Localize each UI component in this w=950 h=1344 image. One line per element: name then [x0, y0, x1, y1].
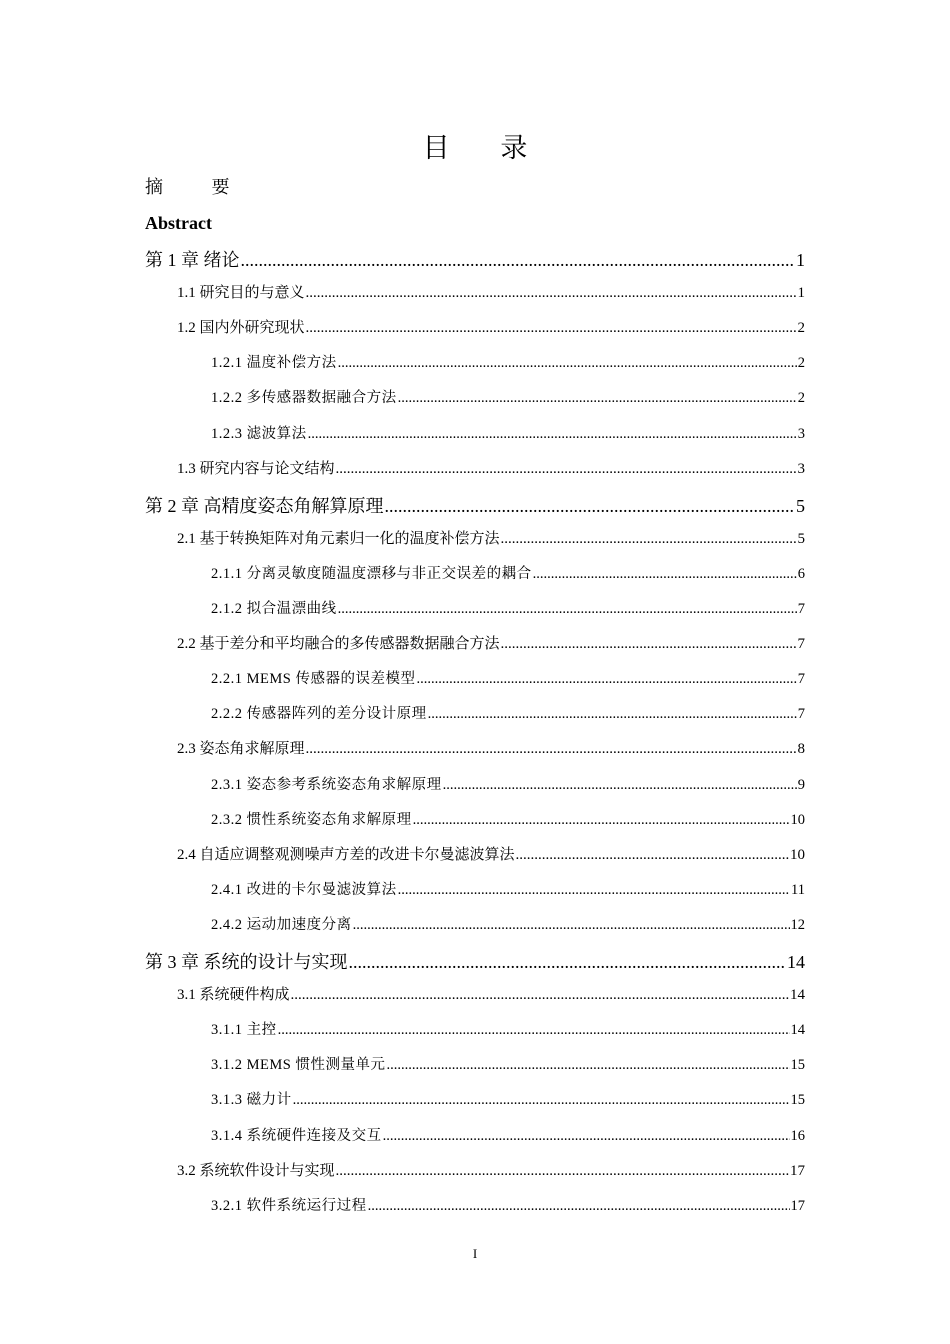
toc-entry-label: 第 2 章 高精度姿态角解算原理	[145, 495, 384, 516]
dot-leader	[306, 741, 797, 758]
toc-entry-page-number: 1	[796, 250, 805, 270]
dot-leader	[368, 1198, 790, 1215]
toc-entry-page-number: 14	[790, 1022, 805, 1039]
toc-entry[interactable]	[211, 597, 805, 621]
toc-entry-page-number: 1	[797, 285, 805, 302]
dot-leader	[306, 285, 797, 302]
toc-entry-label: 3.1.3 磁力计	[211, 1092, 292, 1109]
toc-entry[interactable]	[211, 1053, 805, 1077]
dot-leader	[533, 566, 797, 583]
toc-entry-page-number: 16	[790, 1127, 805, 1144]
toc-entry-page-number: 17	[790, 1197, 805, 1214]
toc-entry[interactable]	[211, 808, 805, 832]
toc-entry-page-number: 17	[790, 1162, 805, 1179]
toc-entry-page-number: 10	[790, 811, 805, 828]
dot-leader	[338, 601, 797, 618]
toc-entry-label: 3.2.1 软件系统运行过程	[211, 1197, 367, 1214]
page-number: I	[472, 1246, 478, 1261]
toc-entry[interactable]	[211, 702, 805, 726]
toc-entry[interactable]	[211, 1088, 805, 1112]
dot-leader	[349, 952, 787, 973]
toc-entry-page-number: 6	[797, 565, 805, 582]
dot-leader	[398, 390, 797, 407]
dot-leader	[241, 250, 796, 271]
toc-entry-page-number: 2	[797, 355, 805, 372]
toc-entry-page-number: 7	[797, 706, 805, 723]
toc-entry-page-number: 3	[797, 460, 805, 477]
toc-entry-label: 3.1 系统硬件构成	[177, 987, 290, 1004]
toc-entry-page-number: 15	[790, 1092, 805, 1109]
toc-entry-label: 2.3.2 惯性系统姿态角求解原理	[211, 811, 412, 828]
toc-entry-abstract-english[interactable]: Abstract	[145, 213, 212, 233]
toc-entry[interactable]	[177, 983, 805, 1007]
toc-entry[interactable]	[211, 913, 805, 937]
toc-entry-page-number: 12	[790, 916, 805, 933]
toc-entry[interactable]	[211, 386, 805, 410]
dot-leader	[501, 531, 797, 548]
toc-entry-label: 1.3 研究内容与论文结构	[177, 460, 335, 477]
toc-entry-label: 1.2.2 多传感器数据融合方法	[211, 390, 397, 407]
toc-entry[interactable]	[177, 632, 805, 656]
dot-leader	[291, 987, 789, 1004]
toc-entry-abstract-chinese[interactable]: 摘 要	[145, 177, 252, 197]
toc-entry-label: 1.2 国内外研究现状	[177, 320, 305, 337]
toc-entry-label: 2.4 自适应调整观测噪声方差的改进卡尔曼滤波算法	[177, 846, 515, 863]
toc-entry-label: 1.1 研究目的与意义	[177, 285, 305, 302]
toc-entry-label: 2.2.1 MEMS 传感器的误差模型	[211, 671, 416, 688]
toc-entry-page-number: 8	[797, 741, 805, 758]
dot-leader	[385, 496, 796, 517]
toc-entry-label: 第 3 章 系统的设计与实现	[145, 952, 348, 972]
toc-entry-label: 第 1 章 绪论	[145, 250, 240, 270]
dot-leader	[306, 320, 797, 337]
dot-leader	[501, 636, 797, 653]
toc-entry[interactable]	[177, 316, 805, 340]
dot-leader	[336, 1163, 789, 1180]
toc-entry-label: 2.1.1 分离灵敏度随温度漂移与非正交误差的耦合	[211, 565, 532, 582]
toc-entry-label: 2.2.2 传感器阵列的差分设计原理	[211, 706, 427, 723]
toc-entry-page-number: 7	[797, 601, 805, 617]
toc-entry[interactable]	[177, 457, 805, 481]
toc-entry-label: 3.1.4 系统硬件连接及交互	[211, 1127, 382, 1144]
toc-entry[interactable]	[211, 422, 805, 446]
toc-entry-label: 2.4.2 运动加速度分离	[211, 916, 352, 933]
toc-title: 目 录	[422, 133, 550, 163]
dot-leader	[278, 1022, 790, 1039]
toc-entry[interactable]	[145, 246, 805, 270]
toc-entry-label: 2.3.1 姿态参考系统姿态角求解原理	[211, 776, 442, 793]
toc-entry-page-number: 7	[797, 636, 805, 653]
toc-entry-label: 3.1.1 主控	[211, 1022, 277, 1039]
toc-entry-page-number: 5	[796, 495, 805, 516]
toc-entry[interactable]	[145, 492, 805, 516]
toc-entry-label: 2.2 基于差分和平均融合的多传感器数据融合方法	[177, 636, 500, 653]
toc-entry[interactable]	[177, 737, 805, 761]
toc-entry-page-number: 9	[797, 776, 805, 793]
toc-entry-label: 2.4.1 改进的卡尔曼滤波算法	[211, 881, 397, 898]
dot-leader	[338, 355, 797, 372]
toc-entry[interactable]	[177, 1159, 805, 1183]
dot-leader	[386, 1057, 789, 1074]
toc-entry-label: 2.1 基于转换矩阵对角元素归一化的温度补偿方法	[177, 530, 500, 547]
dot-leader	[383, 1128, 790, 1145]
dot-leader	[336, 461, 797, 478]
toc-entry[interactable]	[211, 351, 805, 375]
toc-entry-page-number: 14	[787, 952, 805, 972]
toc-entry-label: 3.1.2 MEMS 惯性测量单元	[211, 1057, 386, 1074]
toc-entry-page-number: 5	[797, 530, 805, 547]
toc-entry-page-number: 2	[797, 390, 805, 407]
dot-leader	[416, 671, 796, 688]
toc-entry-page-number: 2	[797, 320, 805, 337]
dot-leader	[308, 426, 797, 443]
toc-entry-page-number: 11	[791, 881, 805, 898]
toc-entry[interactable]	[211, 1124, 805, 1148]
toc-entry-label: 2.3 姿态角求解原理	[177, 741, 305, 758]
toc-entry[interactable]	[211, 562, 805, 586]
toc-entry[interactable]	[145, 948, 805, 972]
toc-entry[interactable]	[211, 878, 805, 902]
toc-entry[interactable]	[177, 527, 805, 551]
toc-entry-label: 1.2.3 滤波算法	[211, 425, 307, 442]
toc-entry-page-number: 10	[790, 846, 805, 863]
toc-entry-label: 3.2 系统软件设计与实现	[177, 1162, 335, 1179]
dot-leader	[516, 847, 789, 864]
dot-leader	[428, 706, 797, 723]
toc-entry-page-number: 14	[790, 987, 805, 1004]
toc-entry[interactable]	[177, 843, 805, 867]
toc-entry-page-number: 7	[797, 671, 805, 688]
toc-entry-page-number: 15	[790, 1057, 805, 1074]
dot-leader	[293, 1092, 790, 1109]
toc-entry-label: 2.1.2 拟合温漂曲线	[211, 601, 337, 617]
dot-leader	[443, 777, 797, 794]
toc-entry[interactable]	[211, 667, 805, 691]
toc-entry-page-number: 3	[797, 425, 805, 442]
toc-entry-label: 1.2.1 温度补偿方法	[211, 355, 337, 372]
toc-entry[interactable]	[211, 1018, 805, 1042]
toc-entry[interactable]	[177, 281, 805, 305]
dot-leader	[353, 917, 790, 934]
dot-leader	[398, 882, 790, 899]
dot-leader	[413, 812, 790, 829]
toc-entry[interactable]	[211, 773, 805, 797]
toc-entry[interactable]	[211, 1194, 805, 1218]
